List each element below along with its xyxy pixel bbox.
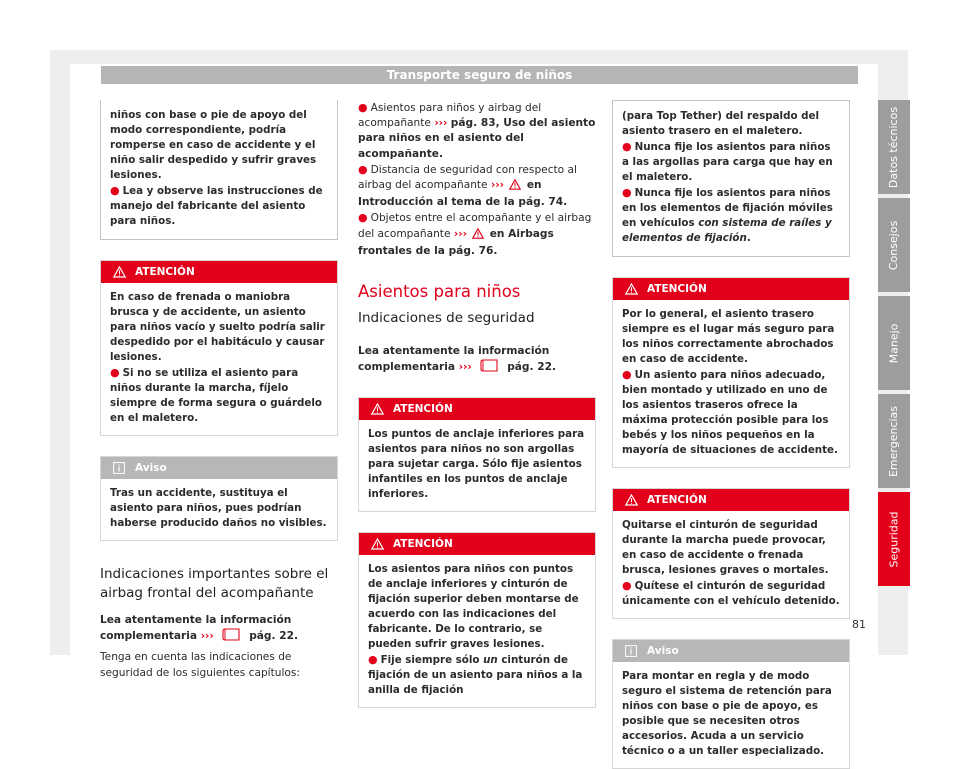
warning-triangle-icon	[472, 228, 484, 244]
ref-link-pag-74[interactable]: en Introducción al tema de la pág. 74.	[358, 179, 568, 209]
warning-triangle-icon	[509, 179, 521, 195]
bullet-icon: ●	[358, 101, 368, 114]
read-reference: Lea atentamente la información complementaria ››› pág. 22.	[100, 613, 338, 646]
bullet-icon: ●	[622, 579, 632, 592]
warning-body: Los asientos para niños con puntos de anclaje inferiores y cinturón de fijación superior deben montarse de acuerdo con las indicaciones del fabricante. De lo contrario, se pueden sufrir graves lesiones. ● Fije siempre sólo un cinturón de fijación de un asiento para niños a la anilla de fijación	[368, 563, 583, 697]
warning-box	[612, 488, 850, 619]
note-header: Aviso	[613, 640, 849, 662]
warning-triangle-icon	[625, 494, 647, 506]
section-header: Transporte seguro de niños	[101, 66, 858, 84]
ref-link-pag-83[interactable]: pág. 83, Uso del asiento para niños en el asiento del acompañante.	[358, 117, 596, 160]
bullet-icon: ●	[358, 162, 368, 176]
warning-continuation-box: (para Top Tether) del respaldo del asiento trasero en el maletero. ● Nunca fije los asientos para niños a las argollas para carga que hay en el maletero. ● Nunca fije los asientos para niños en los elementos de fijación móviles en vehículos con sistema de raíles y elementos de fijación.	[612, 100, 850, 257]
bullet-icon: ●	[622, 186, 632, 199]
warning-body: En caso de frenada o maniobra brusca y de accidente, un asiento para niños vacío y suelto podría salir despedido por el habitáculo y causar lesiones. ● Si no se utiliza el asiento para niños durante la marcha, fíjelo siempre de forma segura o guárdelo en el maletero.	[110, 291, 325, 424]
warning-header: ATENCIÓN	[101, 261, 337, 283]
note-body: Para montar en regla y de modo seguro el sistema de retención para niños con base o pie de apoyo, es posible que se necesiten otros accesorios. Acuda a un servicio técnico o a un taller especializado.	[622, 670, 832, 757]
warning-continuation-bullet: ● Lea y observe las instrucciones de manejo del fabricante del asiento para niños.	[110, 184, 323, 227]
list-item: ● Objetos entre el acompañante y el airbag del acompañante ››› en Airbags frontales de la pág. 76.	[358, 211, 592, 257]
column-3	[612, 100, 850, 769]
read-reference: Lea atentamente la información complementaria ››› pág. 22.	[358, 344, 596, 377]
page-22-link[interactable]: pág. 22.	[249, 630, 298, 643]
intro-paragraph: Tenga en cuenta las indicaciones de seguridad de los siguientes capítulos:	[100, 651, 301, 679]
note-header: Aviso	[101, 457, 337, 479]
warning-body: Quitarse el cinturón de seguridad durante la marcha puede provocar, en caso de accidente o frenada brusca, lesiones graves o mortales. ● Quítese el cinturón de seguridad únicamente con el vehículo detenido.	[622, 519, 840, 607]
bullet-icon: ●	[110, 184, 120, 197]
tab-datos-tecnicos[interactable]: Datos técnicos	[878, 100, 910, 194]
tab-consejos[interactable]: Consejos	[878, 198, 910, 292]
page-22-link[interactable]: pág. 22.	[507, 361, 556, 374]
ref-link-pag-76[interactable]: en Airbags frontales de la pág. 76.	[358, 227, 554, 257]
bullet-icon: ●	[358, 211, 368, 225]
note-box	[100, 456, 338, 541]
note-body: Tras un accidente, sustituya el asiento para niños, pues podrían haberse producido daños no visibles.	[110, 487, 327, 529]
note-box	[612, 639, 850, 769]
page-number: 81	[852, 618, 866, 631]
warning-header: ATENCIÓN	[359, 533, 595, 555]
warning-triangle-icon	[371, 403, 393, 415]
bullet-icon: ●	[622, 368, 632, 381]
warning-triangle-icon	[371, 538, 393, 550]
warning-continuation-text: niños con base o pie de apoyo del modo correspondiente, podría romperse en caso de accidente y el niño salir despedido y sufrir graves lesiones.	[110, 109, 317, 181]
info-icon	[113, 462, 135, 474]
warning-body: Los puntos de anclaje inferiores para asientos para niños no son argollas para sujetar carga. Sólo fije asientos infantiles en los puntos de anclaje inferiores.	[368, 428, 585, 501]
list-item: ● Asientos para niños y airbag del acompañante ››› pág. 83, Uso del asiento para niños en el asiento del acompañante.	[358, 101, 596, 160]
warning-triangle-icon	[113, 266, 135, 278]
tab-manejo[interactable]: Manejo	[878, 296, 910, 390]
warning-header: ATENCIÓN	[613, 489, 849, 511]
warning-header: ATENCIÓN	[613, 278, 849, 300]
warning-box	[358, 397, 596, 512]
tab-seguridad[interactable]: Seguridad	[878, 492, 910, 586]
column-1	[100, 100, 338, 681]
tab-emergencias[interactable]: Emergencias	[878, 394, 910, 488]
bullet-icon: ●	[368, 653, 378, 667]
book-icon	[479, 359, 501, 377]
warning-triangle-icon	[625, 283, 647, 295]
warning-header: ATENCIÓN	[359, 398, 595, 420]
book-icon	[221, 628, 243, 646]
warning-box	[358, 532, 596, 708]
bullet-icon: ●	[110, 366, 120, 379]
bullet-icon: ●	[622, 140, 632, 153]
warning-continuation-box	[100, 100, 338, 240]
list-item: ● Distancia de seguridad con respecto al airbag del acompañante ››› en Introducción al tema de la pág. 74.	[358, 162, 577, 209]
warning-body: Por lo general, el asiento trasero siempre es el lugar más seguro para los niños correctamente abrochados en caso de accidente. ● Un asiento para niños adecuado, bien montado y utilizado en uno de los asientos traseros ofrece la máxima protección posible para los bebés y los niños pequeños en la mayoría de situaciones de accidente.	[622, 308, 838, 456]
sub-heading: Indicaciones de seguridad	[358, 310, 535, 327]
info-icon	[625, 645, 647, 657]
warning-box	[612, 277, 850, 468]
warning-box	[100, 260, 338, 436]
column-2	[358, 100, 596, 708]
section-heading-airbag: Indicaciones importantes sobre el airbag frontal del acompañante	[100, 566, 329, 601]
chapter-heading: Asientos para niños	[358, 282, 521, 302]
